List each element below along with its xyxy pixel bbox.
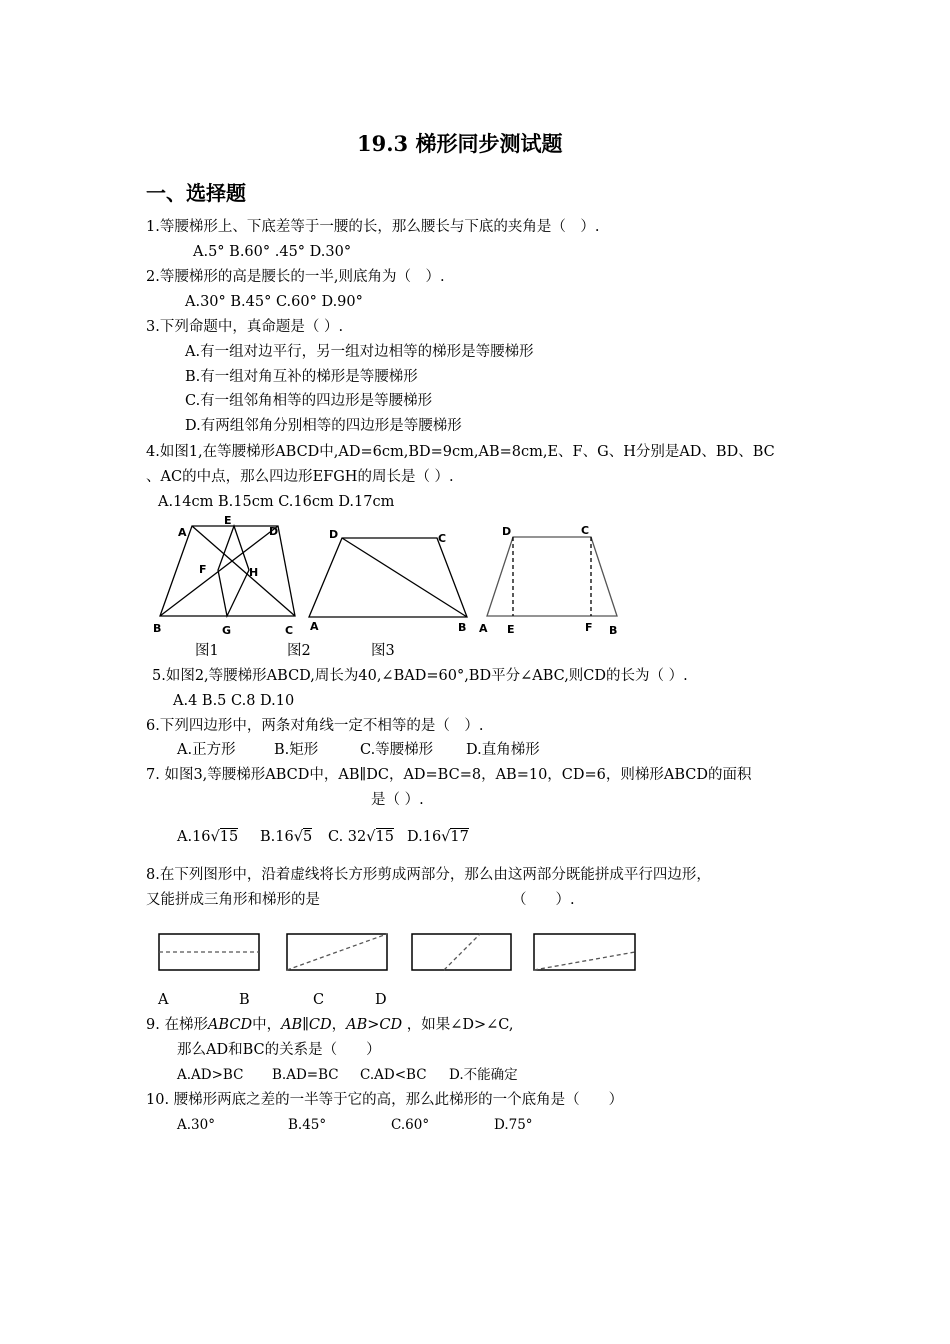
q7-option-a-prefix: A.16 <box>177 829 211 845</box>
q9-ab-parallel-cd: AB∥CD <box>281 1017 332 1033</box>
q8-label-d: D <box>375 992 387 1008</box>
q9-option-d: D.不能确定 <box>449 1067 518 1083</box>
fig2-label-d: D <box>329 528 339 541</box>
q9-mid1: 中， <box>252 1017 282 1033</box>
fig1-label-d: D <box>269 525 279 538</box>
q5-options: A.4 B.5 C.8 D.10 <box>173 693 295 709</box>
fig2-trapezoid <box>309 538 467 617</box>
q8-label-a: A <box>158 992 169 1008</box>
q6-stem: 6.下列四边形中，两条对角线一定不相等的是（ ）. <box>146 718 484 734</box>
q8-rectangles <box>0 925 950 980</box>
fig1-label-f: F <box>199 563 207 576</box>
q8-cut-d <box>534 952 635 970</box>
q7-option-b-radicand: 5 <box>302 829 313 845</box>
fig1-caption: 图1 <box>195 643 219 659</box>
q7-option-d <box>407 828 469 846</box>
sqrt-symbol: √ <box>441 829 451 845</box>
q9-tail: ，如果∠D>∠C, <box>402 1017 514 1033</box>
q10-option-c: C.60° <box>391 1117 430 1133</box>
q4-options: A.14cm B.15cm C.16cm D.17cm <box>158 494 395 510</box>
q6-option-a: A.正方形 <box>177 742 236 758</box>
q9-line2: 那么AD和BC的关系是（ ） <box>177 1042 381 1058</box>
sqrt-symbol: √ <box>366 829 376 845</box>
fig1-diagonal-bd <box>160 526 278 616</box>
q7-line2: 是（ ）. <box>371 792 424 808</box>
q8-rect-c <box>412 934 511 970</box>
q4-line2: 、AC的中点，那么四边形EFGH的周长是（ ）. <box>146 469 454 485</box>
page-title: 19.3 梯形同步测试题 <box>357 131 563 156</box>
fig1-trapezoid <box>160 526 295 616</box>
section-heading: 一、选择题 <box>146 181 246 205</box>
figures-1-3 <box>0 508 950 648</box>
q6-option-c: C.等腰梯形 <box>360 742 434 758</box>
q3-stem: 3.下列命题中，真命题是（ ）. <box>146 319 344 335</box>
fig1-label-h: H <box>249 566 259 579</box>
fig3-label-e: E <box>507 623 515 636</box>
q7-option-a <box>177 828 238 846</box>
sqrt-symbol: √ <box>293 829 303 845</box>
q8-line1: 8.在下列图形中，沿着虚线将长方形剪成两部分，那么由这两部分既能拼成平行四边形， <box>146 867 711 883</box>
q3-option-a: A.有一组对边平行，另一组对边相等的梯形是等腰梯形 <box>185 344 534 360</box>
fig3-label-b: B <box>609 624 618 637</box>
q9-stem <box>146 1016 514 1034</box>
q2-options: A.30° B.45° C.60° D.90° <box>185 294 363 310</box>
q8-cut-c <box>444 934 480 970</box>
q6-option-b: B.矩形 <box>274 742 319 758</box>
q7-option-a-radicand: 15 <box>219 829 239 845</box>
q6-option-d: D.直角梯形 <box>466 742 540 758</box>
fig1-label-e: E <box>224 514 232 527</box>
q9-comma: ， <box>331 1017 347 1033</box>
fig3-trapezoid <box>487 537 617 616</box>
q10-option-a: A.30° <box>177 1117 215 1133</box>
q3-option-c: C.有一组邻角相等的四边形是等腰梯形 <box>185 393 433 409</box>
q7-option-b <box>260 828 312 846</box>
q5-stem: 5.如图2,等腰梯形ABCD,周长为40,∠BAD=60°,BD平分∠ABC,则CD的长为（ ）. <box>152 668 688 684</box>
fig2-label-a: A <box>310 620 319 633</box>
q9-ab-gt-cd: AB>CD <box>346 1017 403 1033</box>
q7-option-c <box>328 828 394 846</box>
q8-rect-d <box>534 934 635 970</box>
q9-abcd: ABCD <box>207 1017 253 1033</box>
q4-line1: 4.如图1,在等腰梯形ABCD中,AD=6cm,BD=9cm,AB=8cm,E、F、G、H分别是AD、BD、BC <box>146 444 775 460</box>
q1-stem: 1.等腰梯形上、下底差等于一腰的长，那么腰长与下底的夹角是（ ）. <box>146 219 600 235</box>
q8-paren: （ ）. <box>512 892 575 908</box>
fig1-diagonal-ac <box>192 526 295 616</box>
fig2-caption: 图2 <box>287 643 311 659</box>
q7-option-c-prefix: C. 32 <box>328 829 367 845</box>
sqrt-symbol: √ <box>210 829 220 845</box>
q10-option-d: D.75° <box>494 1117 533 1133</box>
fig1-label-g: G <box>222 624 232 637</box>
fig2-label-c: C <box>438 532 447 545</box>
fig1-label-a: A <box>178 526 187 539</box>
figure-1 <box>160 526 295 616</box>
q7-option-c-radicand: 15 <box>375 829 394 845</box>
q7-option-d-radicand: 17 <box>450 829 469 845</box>
q3-option-b: B.有一组对角互补的梯形是等腰梯形 <box>185 369 418 385</box>
q7-option-d-prefix: D.16 <box>407 829 442 845</box>
q9-option-c: C.AD<BC <box>360 1067 427 1083</box>
q7-option-b-prefix: B.16 <box>260 829 294 845</box>
fig3-caption: 图3 <box>371 643 395 659</box>
q8-line2: 又能拼成三角形和梯形的是 <box>146 892 320 908</box>
fig3-label-c: C <box>581 524 590 537</box>
fig3-label-a: A <box>479 622 488 635</box>
fig1-label-c: C <box>285 624 294 637</box>
q9-option-a: A.AD>BC <box>177 1067 244 1083</box>
fig3-label-f: F <box>585 621 593 634</box>
q10-stem: 10. 腰梯形两底之差的一半等于它的高，那么此梯形的一个底角是（ ） <box>146 1092 624 1108</box>
fig3-label-d: D <box>502 525 512 538</box>
fig1-label-b: B <box>153 622 162 635</box>
q9-prefix: 9. 在梯形 <box>146 1017 208 1033</box>
q8-cut-b <box>287 934 387 970</box>
q10-option-b: B.45° <box>288 1117 327 1133</box>
fig2-diagonal-bd <box>342 538 467 617</box>
q8-label-b: B <box>239 992 250 1008</box>
q2-stem: 2.等腰梯形的高是腰长的一半,则底角为（ ）. <box>146 269 445 285</box>
q9-option-b: B.AD=BC <box>272 1067 339 1083</box>
figure-3 <box>487 537 617 616</box>
figure-2 <box>309 538 467 617</box>
q1-options: A.5° B.60° .45° D.30° <box>193 244 352 260</box>
q3-option-d: D.有两组邻角分别相等的四边形是等腰梯形 <box>185 418 462 434</box>
fig2-label-b: B <box>458 621 467 634</box>
q7-line1: 7. 如图3,等腰梯形ABCD中，AB∥DC，AD=BC=8，AB=10，CD=6，则梯形ABCD的面积 <box>146 767 752 783</box>
q8-label-c: C <box>313 992 325 1008</box>
